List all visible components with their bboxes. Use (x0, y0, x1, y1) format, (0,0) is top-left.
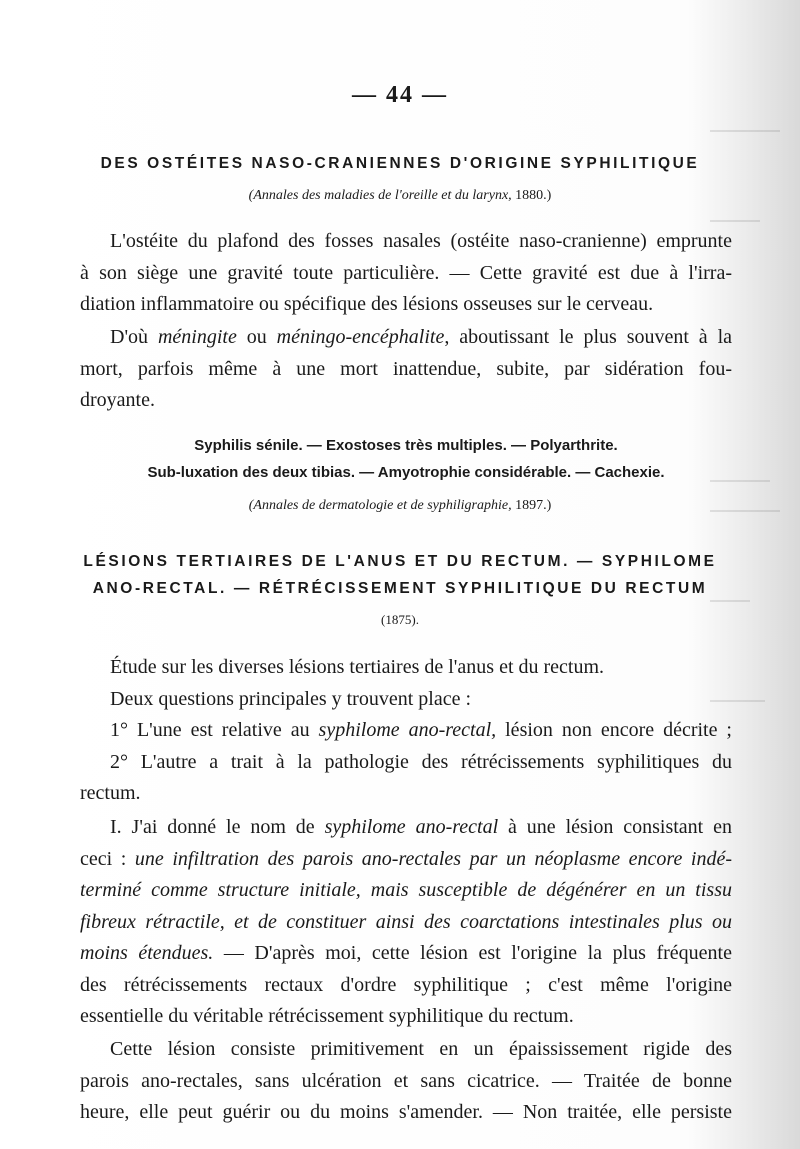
paragraph-cette-lesion (80, 1034, 732, 1129)
paragraph-etude (80, 652, 732, 810)
case-title-line-1: Syphilis sénile. — Exostoses très multiples. — Polyarthrite. (194, 437, 618, 454)
text-line: ceci : une infiltration des parois ano-rectales par un néoplasme encore indé- (80, 847, 732, 870)
text-line: D'où méningite ou méningo-encéphalite, aboutissant le plus souvent à la (110, 326, 733, 348)
section-heading-osteites: DES OSTÉITES NASO-CRANIENNES D'ORIGINE SYPHILITIQUE (100, 155, 700, 172)
text-line: fibreux rétractile, et de constituer ainsi des coarctations intestinales plus ou (80, 910, 732, 933)
text-line: I. J'ai donné le nom de syphilome ano-rectal à une lésion consistant en (110, 816, 732, 838)
list-item-1: 1° L'une est relative au syphilome ano-rectal, lésion non encore décrite ; (110, 719, 732, 741)
text-line: à son siège une gravité toute particulière. — Cette gravité est due à l'irra- (80, 261, 732, 284)
text-line: Deux questions principales y trouvent place : (110, 687, 472, 710)
text-line: mort, parfois même à une mort inattendue, subite, par sidération fou- (80, 357, 732, 380)
paragraph-syphilome (80, 812, 732, 1033)
text-line: des rétrécissements rectaux d'ordre syphilitique ; c'est même l'origine (80, 973, 732, 996)
text-line: rectum. (80, 782, 141, 804)
citation-year: 1897.) (511, 498, 552, 513)
paragraph-osteite (80, 226, 732, 321)
italic-term: syphilome ano-rectal (324, 816, 499, 838)
italic-term: méningo-encéphalite (276, 326, 445, 348)
section-year: (1875). (381, 612, 419, 627)
text-line: terminé comme structure initiale, mais susceptible de dégénérer en un tissu (80, 879, 732, 901)
section-heading-lesions-line-2: ANO-RECTAL. — RÉTRÉCISSEMENT SYPHILITIQUE DU RECTUM (92, 580, 708, 597)
citation-1880: (Annales des maladies de l'oreille et du larynx, 1880.) (248, 188, 552, 203)
citation-journal: Annales de dermatologie et de syphiligraphie, (253, 498, 512, 513)
text-line: L'ostéite du plafond des fosses nasales (ostéite naso-cranienne) emprunte (110, 230, 732, 252)
italic-term: syphilome ano-rectal, (318, 719, 497, 741)
text-line: essentielle du véritable rétrécissement syphilitique du rectum. (80, 1005, 574, 1027)
citation-1897: (Annales de dermatologie et de syphiligraphie, 1897.) (248, 498, 552, 513)
paragraph-meningite (80, 322, 732, 417)
text-line: Cette lésion consiste primitivement en un épaississement rigide des (110, 1038, 732, 1060)
case-title-line-2: Sub-luxation des deux tibias. — Amyotrophie considérable. — Cachexie. (147, 464, 665, 481)
text-line: droyante. (80, 389, 155, 411)
citation-journal: Annales des maladies de l'oreille et du larynx, (253, 188, 512, 203)
text-line: diation inflammatoire ou spécifique des lésions osseuses sur le cerveau. (80, 293, 654, 315)
text-line: parois ano-rectales, sans ulcération et sans cicatrice. — Traitée de bonne (80, 1069, 732, 1092)
section-heading-lesions-line-1: LÉSIONS TERTIAIRES DE L'ANUS ET DU RECTUM. — SYPHILOME (83, 553, 717, 570)
text-line: moins étendues. — D'après moi, cette lésion est l'origine la plus fréquente (80, 942, 732, 964)
list-item-2: 2° L'autre a trait à la pathologie des rétrécissements syphilitiques du (110, 750, 732, 773)
text-line: Étude sur les diverses lésions tertiaires de l'anus et du rectum. (110, 656, 605, 678)
text-line: heure, elle peut guérir ou du moins s'amender. — Non traitée, elle persiste (80, 1101, 732, 1123)
citation-year: 1880.) (511, 188, 552, 203)
italic-term: méningite (157, 326, 237, 348)
page-number: — 44 — (352, 82, 448, 108)
